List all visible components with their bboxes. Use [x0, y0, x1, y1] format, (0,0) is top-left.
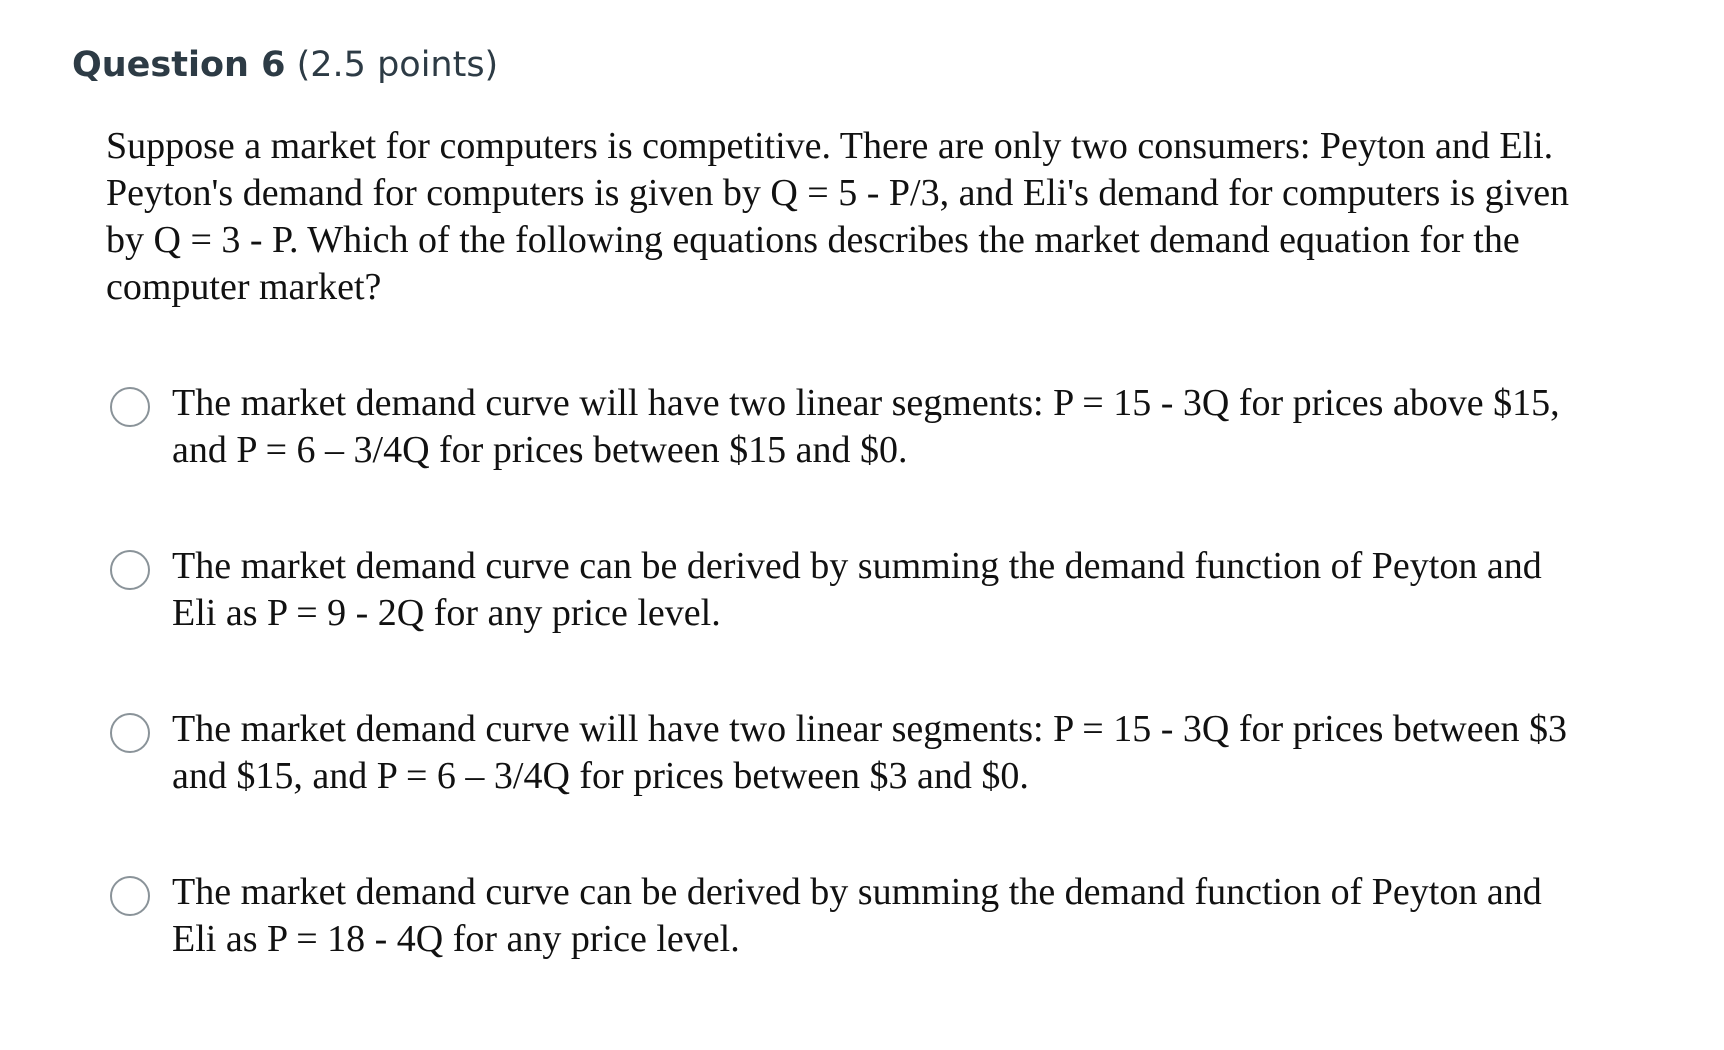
question-text: Suppose a market for computers is competitive. There are only two consumers: Peyton and Eli. Peyton's demand for computers is given by Q = 5 - P/3, and Eli's demand for computers is given by Q = 3 - P. Which of the following equations describes the market demand equation for the computer market?: [106, 125, 1570, 308]
radio-button-4[interactable]: [110, 876, 150, 916]
answer-label-2: The market demand curve can be derived by summing the demand function of Peyton and Eli as P = 9 - 2Q for any price level.: [172, 545, 1542, 634]
answer-option-1[interactable]: [110, 380, 1610, 474]
question-points: (2.5 points): [296, 45, 499, 85]
answer-label-3: The market demand curve will have two linear segments: P = 15 - 3Q for prices between $3 and $15, and P = 6 – 3/4Q for prices between $3 and $0.: [172, 708, 1567, 797]
answer-label-4: The market demand curve can be derived by summing the demand function of Peyton and Eli as P = 18 - 4Q for any price level.: [172, 871, 1542, 960]
question-title: Question 6: [72, 45, 286, 85]
answer-option-3[interactable]: [110, 706, 1610, 800]
radio-button-3[interactable]: [110, 713, 150, 753]
radio-button-1[interactable]: [110, 387, 150, 427]
answer-label-1: The market demand curve will have two linear segments: P = 15 - 3Q for prices above $15, and P = 6 – 3/4Q for prices between $15 and $0.: [172, 382, 1560, 471]
answer-option-4[interactable]: [110, 869, 1610, 963]
answer-option-2[interactable]: [110, 543, 1610, 637]
radio-button-2[interactable]: [110, 550, 150, 590]
